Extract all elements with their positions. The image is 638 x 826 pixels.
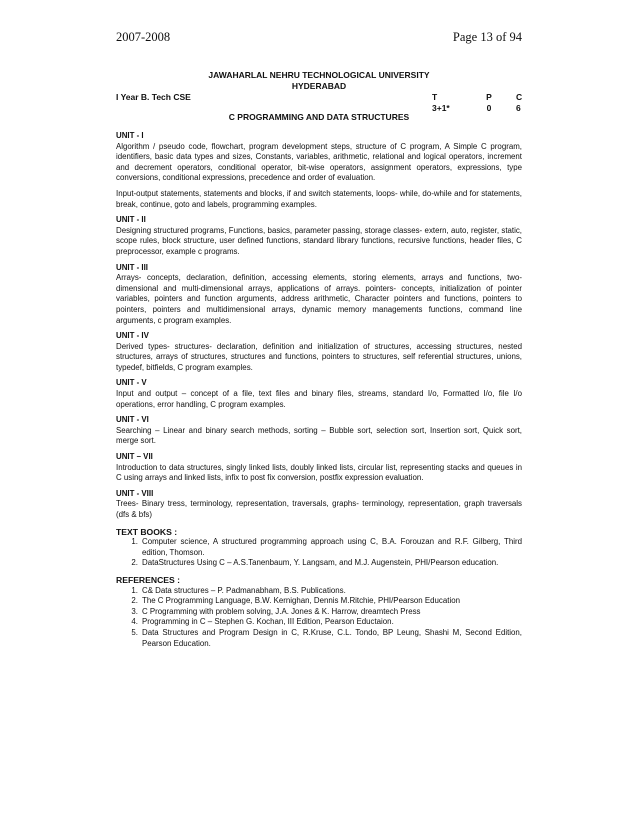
syllabus-content bbox=[116, 131, 522, 649]
item-number: 5. bbox=[131, 627, 138, 637]
list-item bbox=[116, 607, 522, 618]
item-number: 1. bbox=[131, 585, 138, 595]
p-label: P bbox=[486, 92, 492, 102]
textbooks-list bbox=[116, 537, 522, 569]
item-text: Data Structures and Program Design in C, R.Kruse, C.L. Tondo, BP Leung, Shashi M, Second Edition, Pearson Education. bbox=[142, 627, 522, 648]
list-item bbox=[116, 558, 522, 569]
unit-paragraph: Arrays- concepts, declaration, definition, accessing elements, storing elements, arrays and functions, two-dimensional and multi-dimensional arrays, applications of arrays. pointers- concepts, initialization of pointer variables, pointers and function arguments, address arithmetic, Character pointers and functions, pointers to pointers, pointers and multidimensional arrays, dynamic memory managements functions, command line arguments, c program examples. bbox=[116, 273, 522, 325]
unit-paragraph: Searching – Linear and binary search methods, sorting – Bubble sort, selection sort, Insertion sort, Quick sort, merge sort. bbox=[116, 425, 522, 446]
item-text: DataStructures Using C – A.S.Tanenbaum, Y. Langsam, and M.J. Augenstein, PHI/Pearson education. bbox=[142, 558, 499, 568]
unit-paragraph: Designing structured programs, Functions, basics, parameter passing, storage classes- extern, auto, register, static, scope rules, block structure, user defined functions, standard library functions, recursive functions, header files, C preprocessor, example c programs. bbox=[116, 225, 522, 256]
unit-heading: UNIT - IV bbox=[116, 331, 149, 341]
list-item bbox=[116, 596, 522, 607]
textbooks-heading: TEXT BOOKS : bbox=[116, 526, 178, 537]
university-name: JAWAHARLAL NEHRU TECHNOLOGICAL UNIVERSITY bbox=[208, 70, 430, 80]
unit-heading: UNIT - I bbox=[116, 131, 144, 140]
item-number: 2. bbox=[131, 558, 138, 568]
c-label: C bbox=[516, 92, 523, 102]
item-number: 2. bbox=[131, 596, 138, 606]
subject-title: C PROGRAMMING AND DATA STRUCTURES bbox=[228, 112, 410, 122]
references-list bbox=[116, 586, 522, 650]
university-city: HYDERABAD bbox=[291, 81, 347, 91]
c-value: 6 bbox=[516, 103, 521, 113]
t-label: T bbox=[432, 92, 438, 102]
list-item bbox=[116, 586, 522, 597]
item-number: 4. bbox=[131, 617, 138, 627]
item-text: C& Data structures – P. Padmanabham, B.S. Publications. bbox=[142, 585, 346, 595]
item-text: Computer science, A structured programming approach using C, B.A. Forouzan and R.F. Gilberg, Third edition, Thomson. bbox=[142, 537, 522, 557]
page-number: Page 13 of 94 bbox=[452, 30, 522, 44]
unit-heading: UNIT – VII bbox=[116, 452, 153, 462]
unit-paragraph: Derived types- structures- declaration, definition and initialization of structures, accessing structures, nested structures, arrays of structures, structures and functions, pointers to structures, self referential structures, unions, typedef, bitfields, C program examples. bbox=[116, 341, 522, 372]
unit-heading: UNIT - II bbox=[116, 215, 146, 225]
page-header bbox=[116, 30, 522, 45]
credit-table bbox=[432, 92, 536, 114]
unit-paragraph: Introduction to data structures, singly linked lists, doubly linked lists, circular list, representing stacks and queues in C using arrays and linked lists, infix to post fix conversion, postfix expression evaluation. bbox=[116, 462, 522, 483]
item-text: The C Programming Language, B.W. Kernighan, Dennis M.Ritchie, PHI/Pearson Education bbox=[142, 596, 460, 606]
list-item bbox=[116, 628, 522, 649]
p-value: 0 bbox=[486, 103, 492, 113]
item-number: 1. bbox=[131, 537, 138, 547]
unit-heading: UNIT - III bbox=[116, 262, 148, 272]
university-title bbox=[116, 70, 522, 92]
item-text: Programming in C – Stephen G. Kochan, III Edition, Pearson Eductaion. bbox=[142, 617, 394, 627]
academic-year: 2007-2008 bbox=[116, 30, 171, 44]
unit-paragraph: Algorithm / pseudo code, flowchart, program development steps, structure of C program, A Simple C program, identifiers, basic data types and sizes, Constants, variables, arithmetic, relational and logical operators, increment and decrement operators, conditional operator, bit-wise operators, assignment operators, expressions, type conversions, conditional expressions, precedence and order of evaluation. bbox=[116, 141, 522, 183]
unit-paragraph: Input-output statements, statements and blocks, if and switch statements, loops- while, do-while and for statements, break, continue, goto and labels, programming examples. bbox=[116, 188, 522, 209]
unit-heading: UNIT - VIII bbox=[116, 488, 154, 498]
item-text: C Programming with problem solving, J.A. Jones & K. Harrow, dreamtech Press bbox=[142, 606, 421, 616]
references-heading: REFERENCES : bbox=[116, 574, 180, 585]
unit-paragraph: Trees- Binary tress, terminology, representation, traversals, graphs- terminology, representation, graph traversals (dfs & bfs) bbox=[116, 499, 522, 519]
course-year: I Year B. Tech CSE bbox=[116, 92, 191, 102]
item-number: 3. bbox=[131, 606, 138, 616]
unit-heading: UNIT - VI bbox=[116, 415, 149, 425]
unit-paragraph: Input and output – concept of a file, text files and binary files, streams, standard I/o, Formatted I/o, file I/o operations, error handling, C program examples. bbox=[116, 389, 522, 409]
list-item bbox=[116, 617, 522, 628]
t-value: 3+1* bbox=[432, 103, 450, 113]
list-item bbox=[116, 537, 522, 558]
unit-heading: UNIT - V bbox=[116, 378, 147, 388]
